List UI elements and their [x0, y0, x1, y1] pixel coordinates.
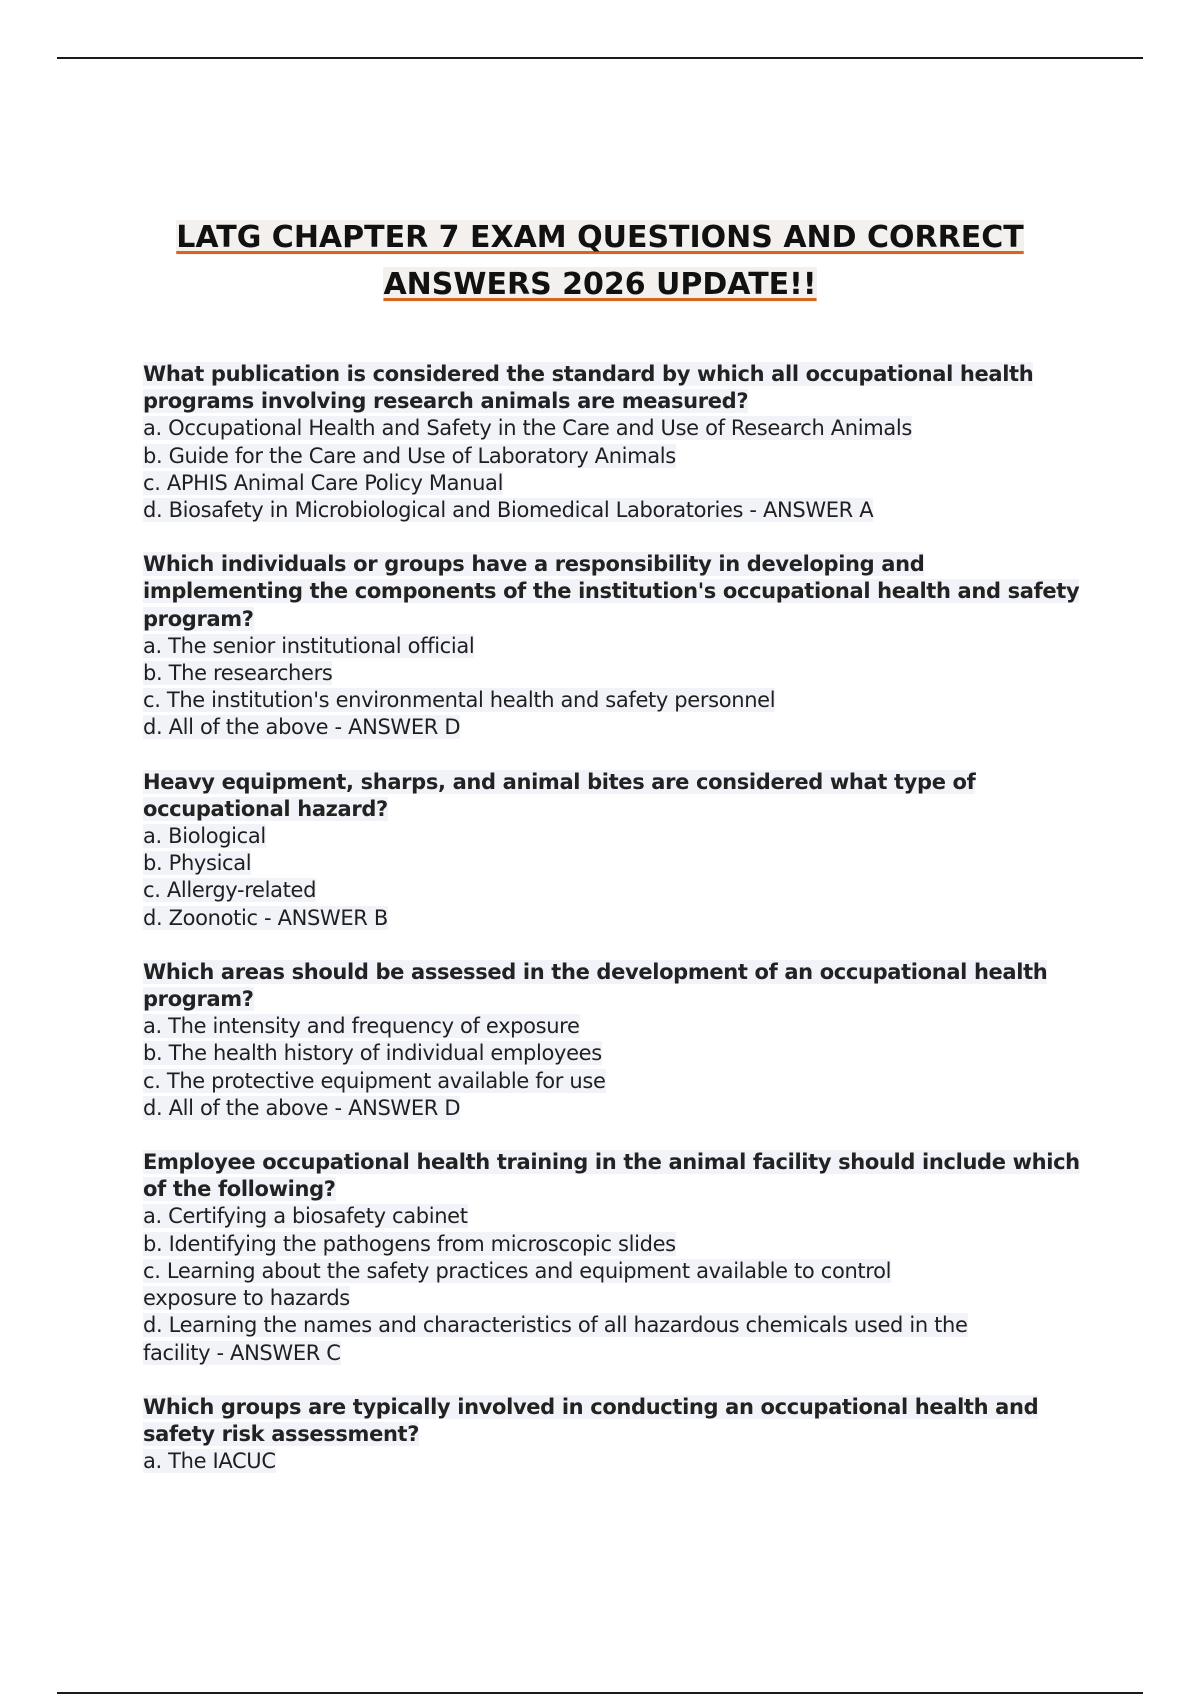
answer-option: a. Occupational Health and Safety in the Care and Use of Research Animals	[143, 416, 912, 441]
answer-option: a. The senior institutional official	[143, 633, 475, 658]
answer-option: b. Physical	[143, 851, 252, 876]
bottom-rule	[57, 1692, 1143, 1694]
question-text: What publication is considered the standard by which all occupational health	[143, 362, 1034, 386]
answer-option: d. Learning the names and characteristics of all hazardous chemicals used in the	[143, 1313, 968, 1338]
answer-option: c. APHIS Animal Care Policy Manual	[143, 470, 504, 495]
answer-option: c. Allergy-related	[143, 878, 317, 903]
question-block-6	[143, 1394, 1083, 1476]
question-text: Which areas should be assessed in the development of an occupational health	[143, 959, 1048, 984]
answer-option: a. Biological	[143, 824, 266, 849]
question-block-3	[143, 769, 1083, 932]
question-text: Employee occupational health training in the animal facility should include which	[143, 1150, 1080, 1175]
document-title	[100, 214, 1100, 308]
answer-option: a. The intensity and frequency of exposure	[143, 1014, 580, 1039]
answer-option: d. Zoonotic - ANSWER B	[143, 905, 388, 930]
question-text: implementing the components of the institution's occupational health and safety	[143, 579, 1080, 604]
answer-option: d. All of the above - ANSWER D	[143, 1095, 461, 1120]
question-text: Which groups are typically involved in conducting an occupational health and	[143, 1394, 1039, 1419]
answer-option: a. The IACUC	[143, 1449, 276, 1474]
question-text: occupational hazard?	[143, 796, 388, 821]
question-list	[143, 361, 1083, 1502]
question-text: of the following?	[143, 1177, 336, 1202]
answer-option: facility - ANSWER C	[143, 1340, 341, 1365]
top-rule	[57, 57, 1143, 59]
answer-option: b. The researchers	[143, 661, 333, 686]
question-block-2	[143, 551, 1083, 741]
title-line-2: ANSWERS 2026 UPDATE!!	[383, 267, 817, 302]
question-block-4	[143, 959, 1083, 1122]
answer-option: a. Certifying a biosafety cabinet	[143, 1204, 468, 1229]
question-text: Which individuals or groups have a responsibility in developing and	[143, 552, 925, 577]
answer-option: c. The protective equipment available for use	[143, 1068, 606, 1093]
answer-option: c. Learning about the safety practices and equipment available to control	[143, 1258, 892, 1283]
question-text: programs involving research animals are measured?	[143, 389, 749, 414]
answer-option: d. All of the above - ANSWER D	[143, 715, 461, 740]
answer-option: b. The health history of individual employees	[143, 1041, 602, 1066]
answer-option: d. Biosafety in Microbiological and Biomedical Laboratories - ANSWER A	[143, 498, 874, 523]
answer-option: exposure to hazards	[143, 1286, 350, 1311]
question-text: program?	[143, 606, 254, 631]
answer-option: b. Identifying the pathogens from microscopic slides	[143, 1231, 676, 1256]
question-text: program?	[143, 987, 254, 1012]
question-block-1	[143, 361, 1083, 524]
answer-option: b. Guide for the Care and Use of Laboratory Animals	[143, 443, 676, 468]
question-text: Heavy equipment, sharps, and animal bites are considered what type of	[143, 769, 976, 794]
question-text: safety risk assessment?	[143, 1421, 420, 1446]
question-block-5	[143, 1149, 1083, 1367]
title-line-1: LATG CHAPTER 7 EXAM QUESTIONS AND CORRECT	[176, 220, 1024, 255]
answer-option: c. The institution's environmental health and safety personnel	[143, 688, 776, 713]
